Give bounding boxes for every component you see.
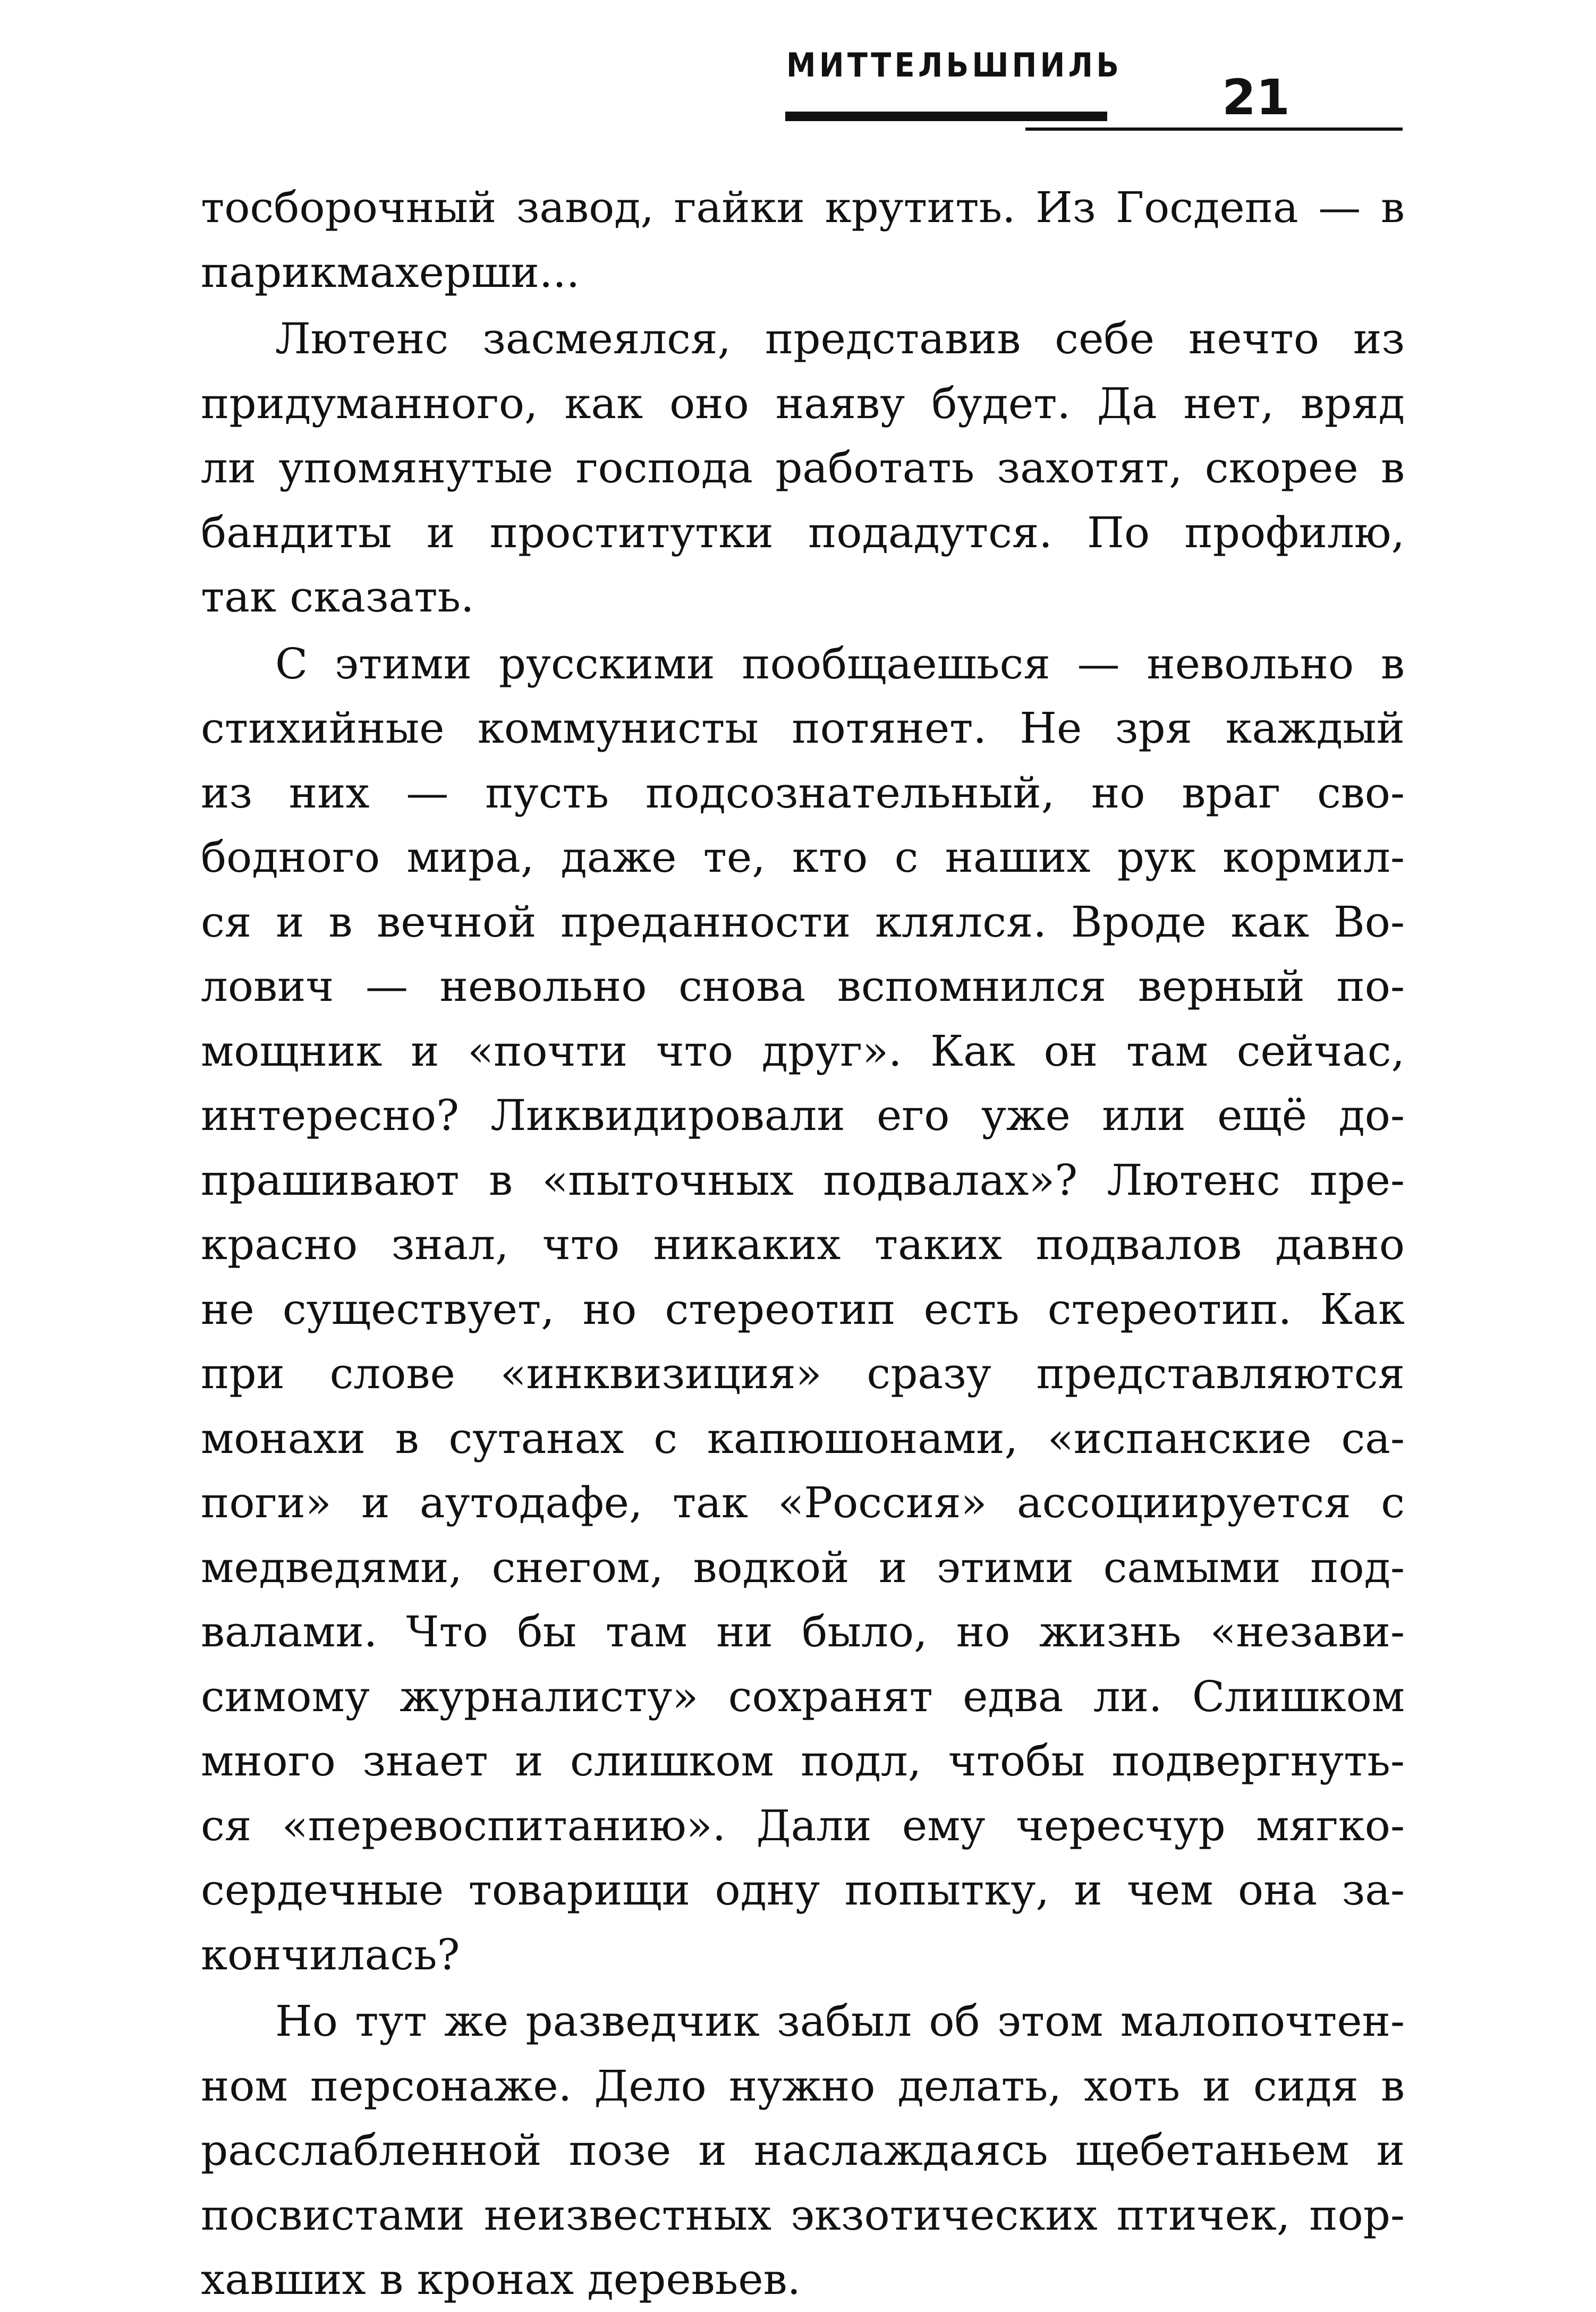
- page-number: 21: [1222, 69, 1291, 126]
- text-line: стихийные коммунисты потянет. Не зря каждый: [201, 703, 1405, 753]
- header-rule-thick: [785, 112, 1107, 121]
- text-line: интересно? Ликвидировали его уже или ещё до-: [201, 1091, 1405, 1140]
- text-line: парикмахерши...: [201, 247, 580, 297]
- paragraph: [201, 307, 1405, 630]
- paragraph: [201, 632, 1405, 1987]
- text-line: медведями, снегом, водкой и этими самыми под-: [201, 1542, 1405, 1592]
- text-line: монахи в сутанах с капюшонами, «испанские са-: [201, 1413, 1405, 1463]
- text-line: расслабленной позе и наслаждаясь щебетаньем и: [201, 2126, 1405, 2175]
- text-line: ли упомянутые господа работать захотят, скорее в: [201, 443, 1405, 492]
- text-line: красно знал, что никаких таких подвалов давно: [201, 1220, 1405, 1269]
- text-line: хавших в кронах деревьев.: [201, 2255, 801, 2304]
- text-line: симому журналисту» сохранят едва ли. Слишком: [201, 1671, 1405, 1721]
- text-line: бандиты и проститутки подадутся. По профилю,: [201, 507, 1405, 557]
- text-line: придуманного, как оно наяву будет. Да нет, вряд: [201, 378, 1405, 428]
- text-line: из них — пусть подсознательный, но враг сво-: [201, 768, 1405, 818]
- page-header: [0, 0, 1596, 159]
- paragraph: [201, 175, 1405, 304]
- text-line: тосборочный завод, гайки крутить. Из Госдепа — в: [201, 183, 1405, 232]
- text-line: ся «перевоспитанию». Дали ему чересчур мягко-: [201, 1800, 1405, 1850]
- text-line: С этими русскими пообщаешься — невольно в: [275, 639, 1405, 688]
- text-line: прашивают в «пыточных подвалах»? Лютенс пре-: [201, 1155, 1405, 1205]
- text-line: ном персонаже. Дело нужно делать, хоть и сидя в: [201, 2061, 1405, 2111]
- text-line: лович — невольно снова вспомнился верный по-: [201, 962, 1405, 1011]
- text-line: не существует, но стереотип есть стереотип. Как: [201, 1284, 1405, 1334]
- header-rule-thin: [1025, 128, 1403, 131]
- text-line: валами. Что бы там ни было, но жизнь «незави-: [201, 1607, 1405, 1656]
- text-line: много знает и слишком подл, чтобы подвергнуть-: [201, 1736, 1405, 1786]
- paragraph: [201, 1989, 1405, 2312]
- text-line: мощник и «почти что друг». Как он там сейчас,: [201, 1026, 1405, 1076]
- text-line: посвистами неизвестных экзотических птичек, пор-: [201, 2190, 1405, 2240]
- text-line: так сказать.: [201, 572, 474, 622]
- text-line: ся и в вечной преданности клялся. Вроде как Во-: [201, 897, 1405, 947]
- text-line: сердечные товарищи одну попытку, и чем она за-: [201, 1865, 1405, 1915]
- running-title: МИТТЕЛЬШПИЛЬ: [786, 46, 1123, 84]
- text-line: кончилась?: [201, 1930, 460, 1979]
- text-line: при слове «инквизиция» сразу представляются: [201, 1349, 1405, 1398]
- text-line: Но тут же разведчик забыл об этом малопочтен-: [275, 1996, 1405, 2046]
- text-line: Лютенс засмеялся, представив себе нечто из: [275, 314, 1405, 363]
- text-line: поги» и аутодафе, так «Россия» ассоциируется с: [201, 1478, 1405, 1527]
- text-line: бодного мира, даже те, кто с наших рук кормил-: [201, 832, 1405, 882]
- body-text: [201, 175, 1405, 2312]
